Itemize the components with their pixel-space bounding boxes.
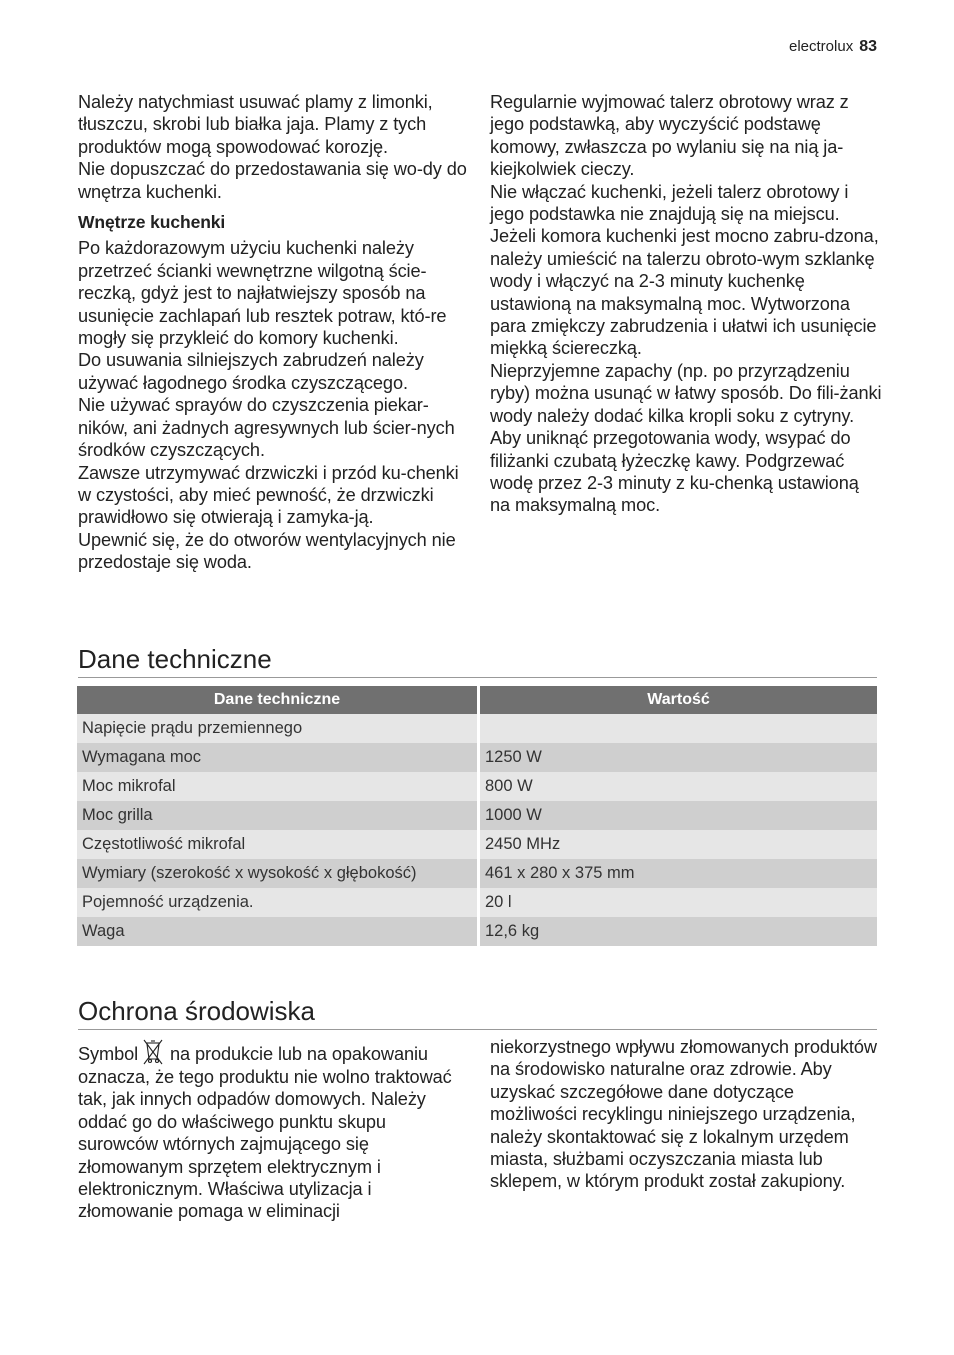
paragraph: Do usuwania silniejszych zabrudzeń należy używać łagodnego środka czyszczącego. [78,350,424,393]
table-row [77,917,877,946]
env-text-right: niekorzystnego wpływu złomowanych produktów na środowisko naturalne oraz zdrowie. Aby uzyskać szczegółowe dane dotyczące możliwości recyklingu niniejszego urządzenia, należy skontaktować się z lokalnym urzędem miasta, służbami oczyszczania miasta lub sklepem, w którym produkt został zakupiony. [490,1037,877,1192]
table-row [77,743,877,772]
paragraph: Zawsze utrzymywać drzwiczki i przód ku-chenki w czystości, aby mieć pewność, że drzwiczki prawidłowo się otwierają i zamyka-ją. [78,462,459,528]
spec-name-cell: Wymagana moc [77,743,479,772]
left-column-top [78,91,470,574]
table-row [77,801,877,830]
spec-name-cell: Napięcie prądu przemiennego [77,714,479,743]
spec-name-cell: Moc mikrofal [77,772,479,801]
spec-value-cell: 800 W [479,772,878,801]
paragraph-env [78,1038,470,1223]
spec-value-cell: 12,6 kg [479,917,878,946]
table-row [77,830,877,859]
symbol-word: Symbol [78,1044,139,1064]
paragraph: Regularnie wyjmować talerz obrotowy wraz z jego podstawką, aby wyczyścić podstawę komowy, zwłaszcza po wylaniu się na nią ja-kiejkolwiek cieczy. [490,92,849,180]
env-text-left: na produkcie lub na opakowaniu oznacza, że tego produktu nie wolno traktować tak, jak innych odpadów domowych. Należy oddać go do właściwego punktu skupu surowców wtórnych zajmującego się złomowanym sprzętem elektrycznym i elektronicznym. Właściwa utylizacja i złomowanie pomaga w eliminacji [78,1044,452,1222]
spec-name-cell: Moc grilla [77,801,479,830]
paragraph: Nie włączać kuchenki, jeżeli talerz obrotowy i jego podstawka nie znajdują się na miejscu. [490,181,849,225]
tech-spec-table [77,686,877,946]
spec-value-cell: 2450 MHz [479,830,878,859]
paragraph: Nieprzyjemne zapachy (np. po przyrządzeniu ryby) można usunąć w łatwy sposób. Do fili-żanki wody należy dodać kilka kropli soku z cytryny. Aby uniknąć przegotowania wody, wsypać do filiżanki czubatą łyżeczkę kawy. Podgrzewać wodę przez 2-3 minuty z ku-chenką ustawioną na maksymalną moc. [490,360,882,516]
table-row [77,859,877,888]
spec-value-cell [479,714,878,743]
table-row [77,772,877,801]
spec-name-cell: Wymiary (szerokość x wysokość x głębokość) [77,859,479,888]
spec-name-cell: Waga [77,917,479,946]
section-title-tech: Dane techniczne [78,643,877,678]
spec-value-cell: 461 x 280 x 375 mm [479,859,878,888]
spec-value-cell: 1000 W [479,801,878,830]
page-number: 83 [859,38,877,55]
right-column-top [490,91,882,517]
table-header-row [77,686,877,714]
column-header: Wartość [479,686,878,714]
column-header: Dane techniczne [77,686,479,714]
paragraph: Nie używać sprayów do czyszczenia piekar-ników, ani żadnych agresywnych lub ścier-nych środków czyszczących. [78,395,455,461]
crossed-out-wheelie-bin-icon [142,1038,164,1066]
spec-value-cell: 1250 W [479,743,878,772]
table-row [77,714,877,743]
subheading-interior: Wnętrze kuchenki [78,212,226,233]
paragraph: Nie dopuszczać do przedostawania się wo-dy do wnętrza kuchenki. [78,159,467,202]
spec-value-cell: 20 l [479,888,878,917]
paragraph: Jeżeli komora kuchenki jest mocno zabru-dzona, należy umieścić na talerzu obroto-wym szklankę wody i włączyć na 2-3 minuty kuchenkę ustawioną na maksymalną moc. Wytworzona para zmiękczy zabrudzenia i ułatwi ich usunięcie miękką ściereczką. [490,226,879,359]
brand-name: electrolux [789,38,854,55]
spec-name-cell: Częstotliwość mikrofal [77,830,479,859]
paragraph: Po każdorazowym użyciu kuchenki należy przetrzeć ścianki wewnętrzne wilgotną ście-reczką, gdyż jest to najłatwiejszy sposób na usunięcie zachlapań lub resztek potraw, któ-re mogły się przykleić do komory kuchenki. [78,238,447,349]
paragraph: Upewnić się, że do otworów wentylacyjnych nie przedostaje się woda. [78,529,456,573]
right-column-bottom [490,1036,882,1193]
page-header [789,38,877,56]
spec-name-cell: Pojemność urządzenia. [77,888,479,917]
table-row [77,888,877,917]
left-column-bottom [78,1038,470,1223]
paragraph: Należy natychmiast usuwać plamy z limonki, tłuszczu, skrobi lub białka jaja. Plamy z tych produktów mogą spowodować korozję. [78,92,433,157]
section-title-env: Ochrona środowiska [78,995,877,1030]
